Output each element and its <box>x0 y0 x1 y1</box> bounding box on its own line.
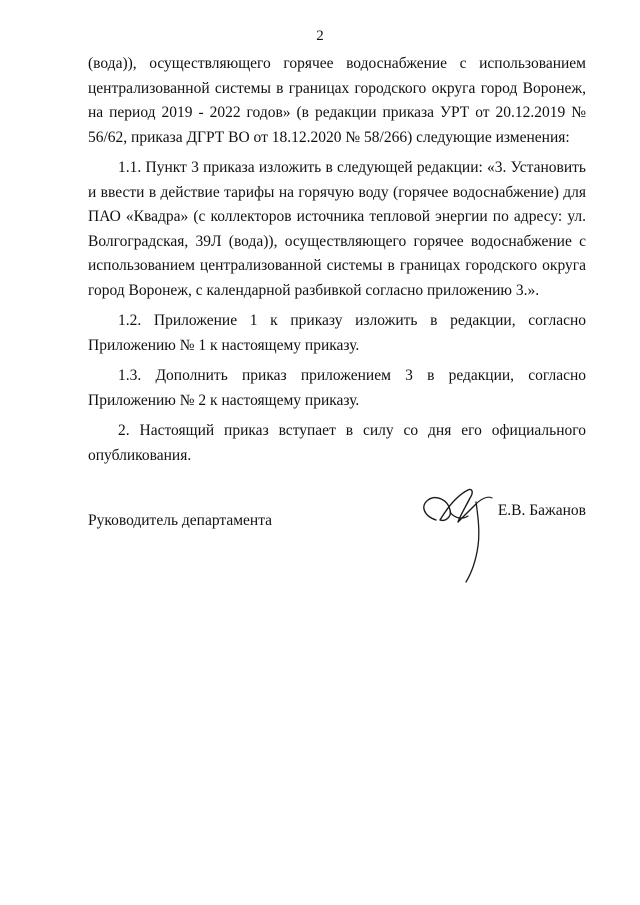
signer-name: Е.В. Бажанов <box>497 502 586 519</box>
paragraph-item-1-3: 1.3. Дополнить приказ приложением 3 в редакции, согласно Приложению № 2 к настоящему приказу. <box>88 367 586 409</box>
signer-title: Руководитель департамента <box>88 512 273 529</box>
document-body <box>88 52 586 468</box>
paragraph-preamble-continuation: (вода)), осуществляющего горячее водоснабжение с использованием централизованной системы в границах городского округа город Воронеж, на период 2019 - 2022 годов» (в редакции приказа УРТ от 20.12.2019 № 56/62, приказа ДГРТ ВО от 18.12.2020 № 58/266) следующие изменения: <box>88 55 586 146</box>
paragraph-item-1-1: 1.1. Пункт 3 приказа изложить в следующей редакции: «3. Установить и ввести в действие тарифы на горячую воду (горячее водоснабжение) для ПАО «Квадра» (с коллекторов источника тепловой энергии по адресу: ул. Волгоградская, 39Л (вода)), осуществляющего горячее водоснабжение с использованием централизованной системы в границах городского округа город Воронеж, с календарной разбивкой согласно приложению 3.». <box>88 159 586 299</box>
paragraph-item-2: 2. Настоящий приказ вступает в силу со дня его официального опубликования. <box>88 422 586 464</box>
paragraph-item-1-2: 1.2. Приложение 1 к приказу изложить в редакции, согласно Приложению № 1 к настоящему приказу. <box>88 312 586 354</box>
page-number: 2 <box>316 28 324 44</box>
handwritten-signature-icon <box>416 486 506 586</box>
signature-block <box>88 486 586 596</box>
